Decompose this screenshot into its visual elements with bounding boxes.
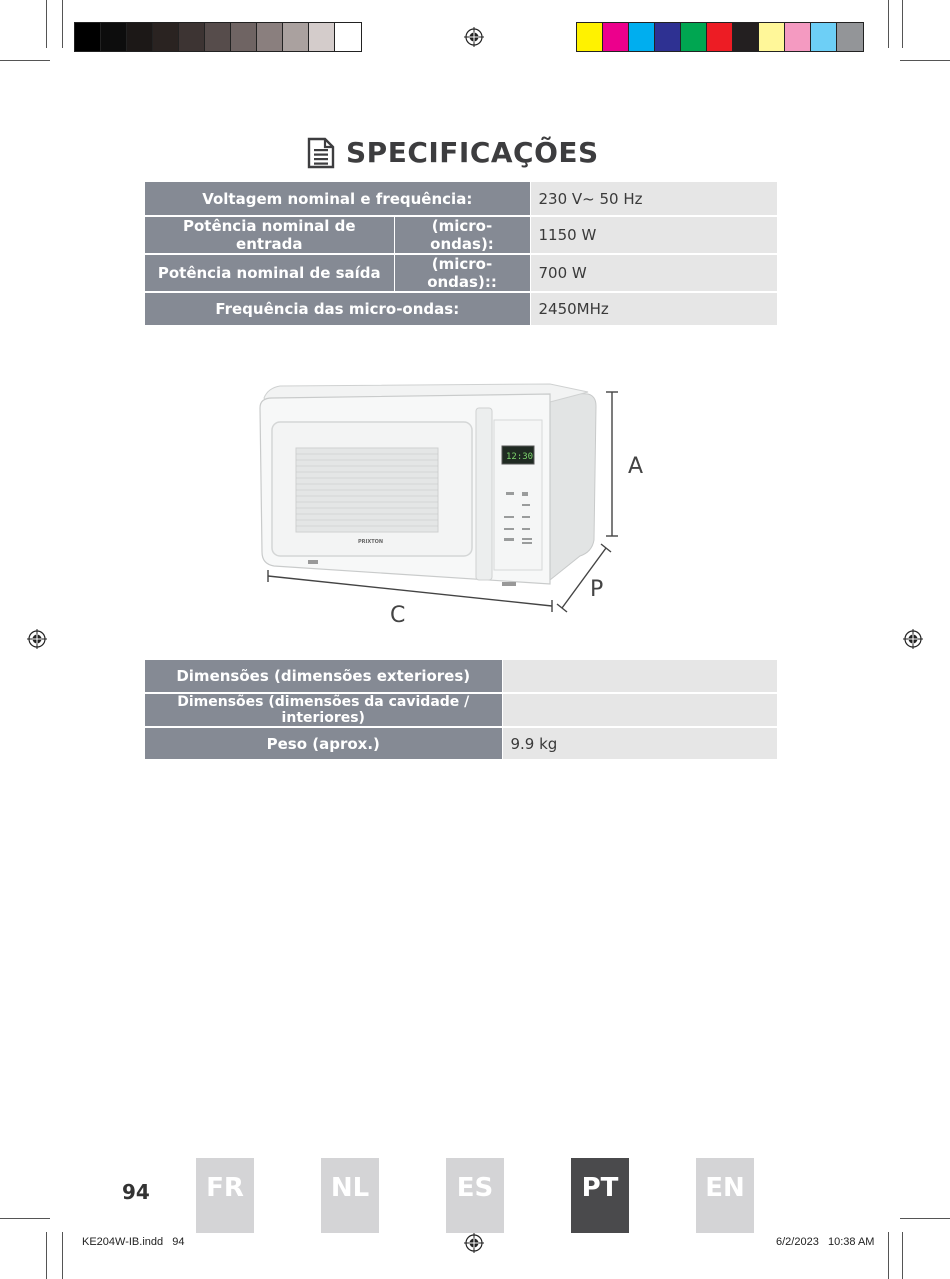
- page-title: SPECIFICAÇÕES: [346, 136, 599, 169]
- color-swatch: [101, 23, 127, 51]
- table-row: [145, 292, 777, 326]
- color-swatch: [707, 23, 733, 51]
- dimension-value: [502, 693, 777, 727]
- color-swatch: [283, 23, 309, 51]
- registration-mark-icon: [903, 629, 923, 649]
- dimension-label-c: C: [390, 603, 406, 628]
- spec-value: 230 V~ 50 Hz: [530, 182, 777, 216]
- crop-mark: [888, 0, 889, 48]
- dimensions-table: [145, 660, 777, 761]
- date-slug: 6/2/2023 10:38 AM: [776, 1236, 875, 1248]
- color-swatch: [603, 23, 629, 51]
- registration-mark-icon: [464, 27, 484, 47]
- crop-mark: [0, 60, 50, 61]
- section-title: [306, 136, 599, 169]
- dimension-label: Peso (aprox.): [145, 727, 502, 760]
- brand-logo: PRIXTON: [358, 539, 384, 545]
- color-swatch: [811, 23, 837, 51]
- language-tab-nl[interactable]: NL: [321, 1158, 379, 1233]
- microwave-foot: [502, 582, 516, 586]
- table-row: [145, 216, 777, 254]
- dimension-value: 9.9 kg: [502, 727, 777, 760]
- dimension-value: [502, 660, 777, 693]
- color-swatch: [205, 23, 231, 51]
- language-tab-fr[interactable]: FR: [196, 1158, 254, 1233]
- crop-mark: [902, 0, 903, 48]
- color-swatch: [257, 23, 283, 51]
- language-tab-pt[interactable]: PT: [571, 1158, 629, 1233]
- color-swatch: [75, 23, 101, 51]
- page-number: 94: [122, 1180, 150, 1204]
- dimension-label-a: A: [628, 454, 644, 479]
- language-tab-es[interactable]: ES: [446, 1158, 504, 1233]
- crop-mark: [62, 0, 63, 48]
- color-swatch: [335, 23, 361, 51]
- dimension-label: Dimensões (dimensões exteriores): [145, 660, 502, 693]
- color-swatch: [179, 23, 205, 51]
- file-slug: KE204W-IB.indd 94: [82, 1236, 185, 1248]
- color-swatch: [153, 23, 179, 51]
- color-swatch: [309, 23, 335, 51]
- color-swatch: [231, 23, 257, 51]
- spec-value: 1150 W: [530, 216, 777, 254]
- crop-mark: [900, 1218, 950, 1219]
- table-row: [145, 693, 777, 727]
- color-swatch: [127, 23, 153, 51]
- microwave-side-panel: [550, 392, 596, 580]
- crop-mark: [46, 1232, 47, 1279]
- microwave-dimension-diagram: [250, 380, 670, 640]
- table-row: [145, 182, 777, 216]
- spec-sublabel: (micro-ondas):: [394, 216, 530, 254]
- dimension-label-p: P: [590, 577, 604, 602]
- crop-mark: [62, 1232, 63, 1279]
- color-swatch: [733, 23, 759, 51]
- document-icon: [306, 137, 336, 169]
- process-color-bar: [576, 22, 864, 52]
- control-panel: [494, 420, 542, 570]
- table-row: [145, 727, 777, 760]
- specifications-table: [145, 182, 777, 327]
- spec-value: 2450MHz: [530, 292, 777, 326]
- crop-mark: [0, 1218, 50, 1219]
- spec-label: Voltagem nominal e frequência:: [145, 182, 530, 216]
- color-swatch: [681, 23, 707, 51]
- table-row: [145, 254, 777, 292]
- color-swatch: [785, 23, 811, 51]
- dimension-label: Dimensões (dimensões da cavidade / interiores): [145, 693, 502, 727]
- color-swatch: [629, 23, 655, 51]
- crop-mark: [900, 60, 950, 61]
- crop-mark: [902, 1232, 903, 1279]
- registration-mark-icon: [27, 629, 47, 649]
- color-swatch: [837, 23, 863, 51]
- table-row: [145, 660, 777, 693]
- spec-label: Potência nominal de entrada: [145, 216, 394, 254]
- language-tab-en[interactable]: EN: [696, 1158, 754, 1233]
- spec-label: Potência nominal de saída: [145, 254, 394, 292]
- color-swatch: [577, 23, 603, 51]
- crop-mark: [888, 1232, 889, 1279]
- spec-sublabel: (micro-ondas)::: [394, 254, 530, 292]
- color-swatch: [759, 23, 785, 51]
- spec-label: Frequência das micro-ondas:: [145, 292, 530, 326]
- grayscale-color-bar: [74, 22, 362, 52]
- crop-mark: [46, 0, 47, 48]
- door-handle: [476, 408, 492, 580]
- dimension-line-a: [606, 392, 618, 536]
- spec-value: 700 W: [530, 254, 777, 292]
- display-time: 12:30: [506, 452, 534, 462]
- color-swatch: [655, 23, 681, 51]
- registration-mark-icon: [464, 1233, 484, 1253]
- microwave-foot: [308, 560, 318, 564]
